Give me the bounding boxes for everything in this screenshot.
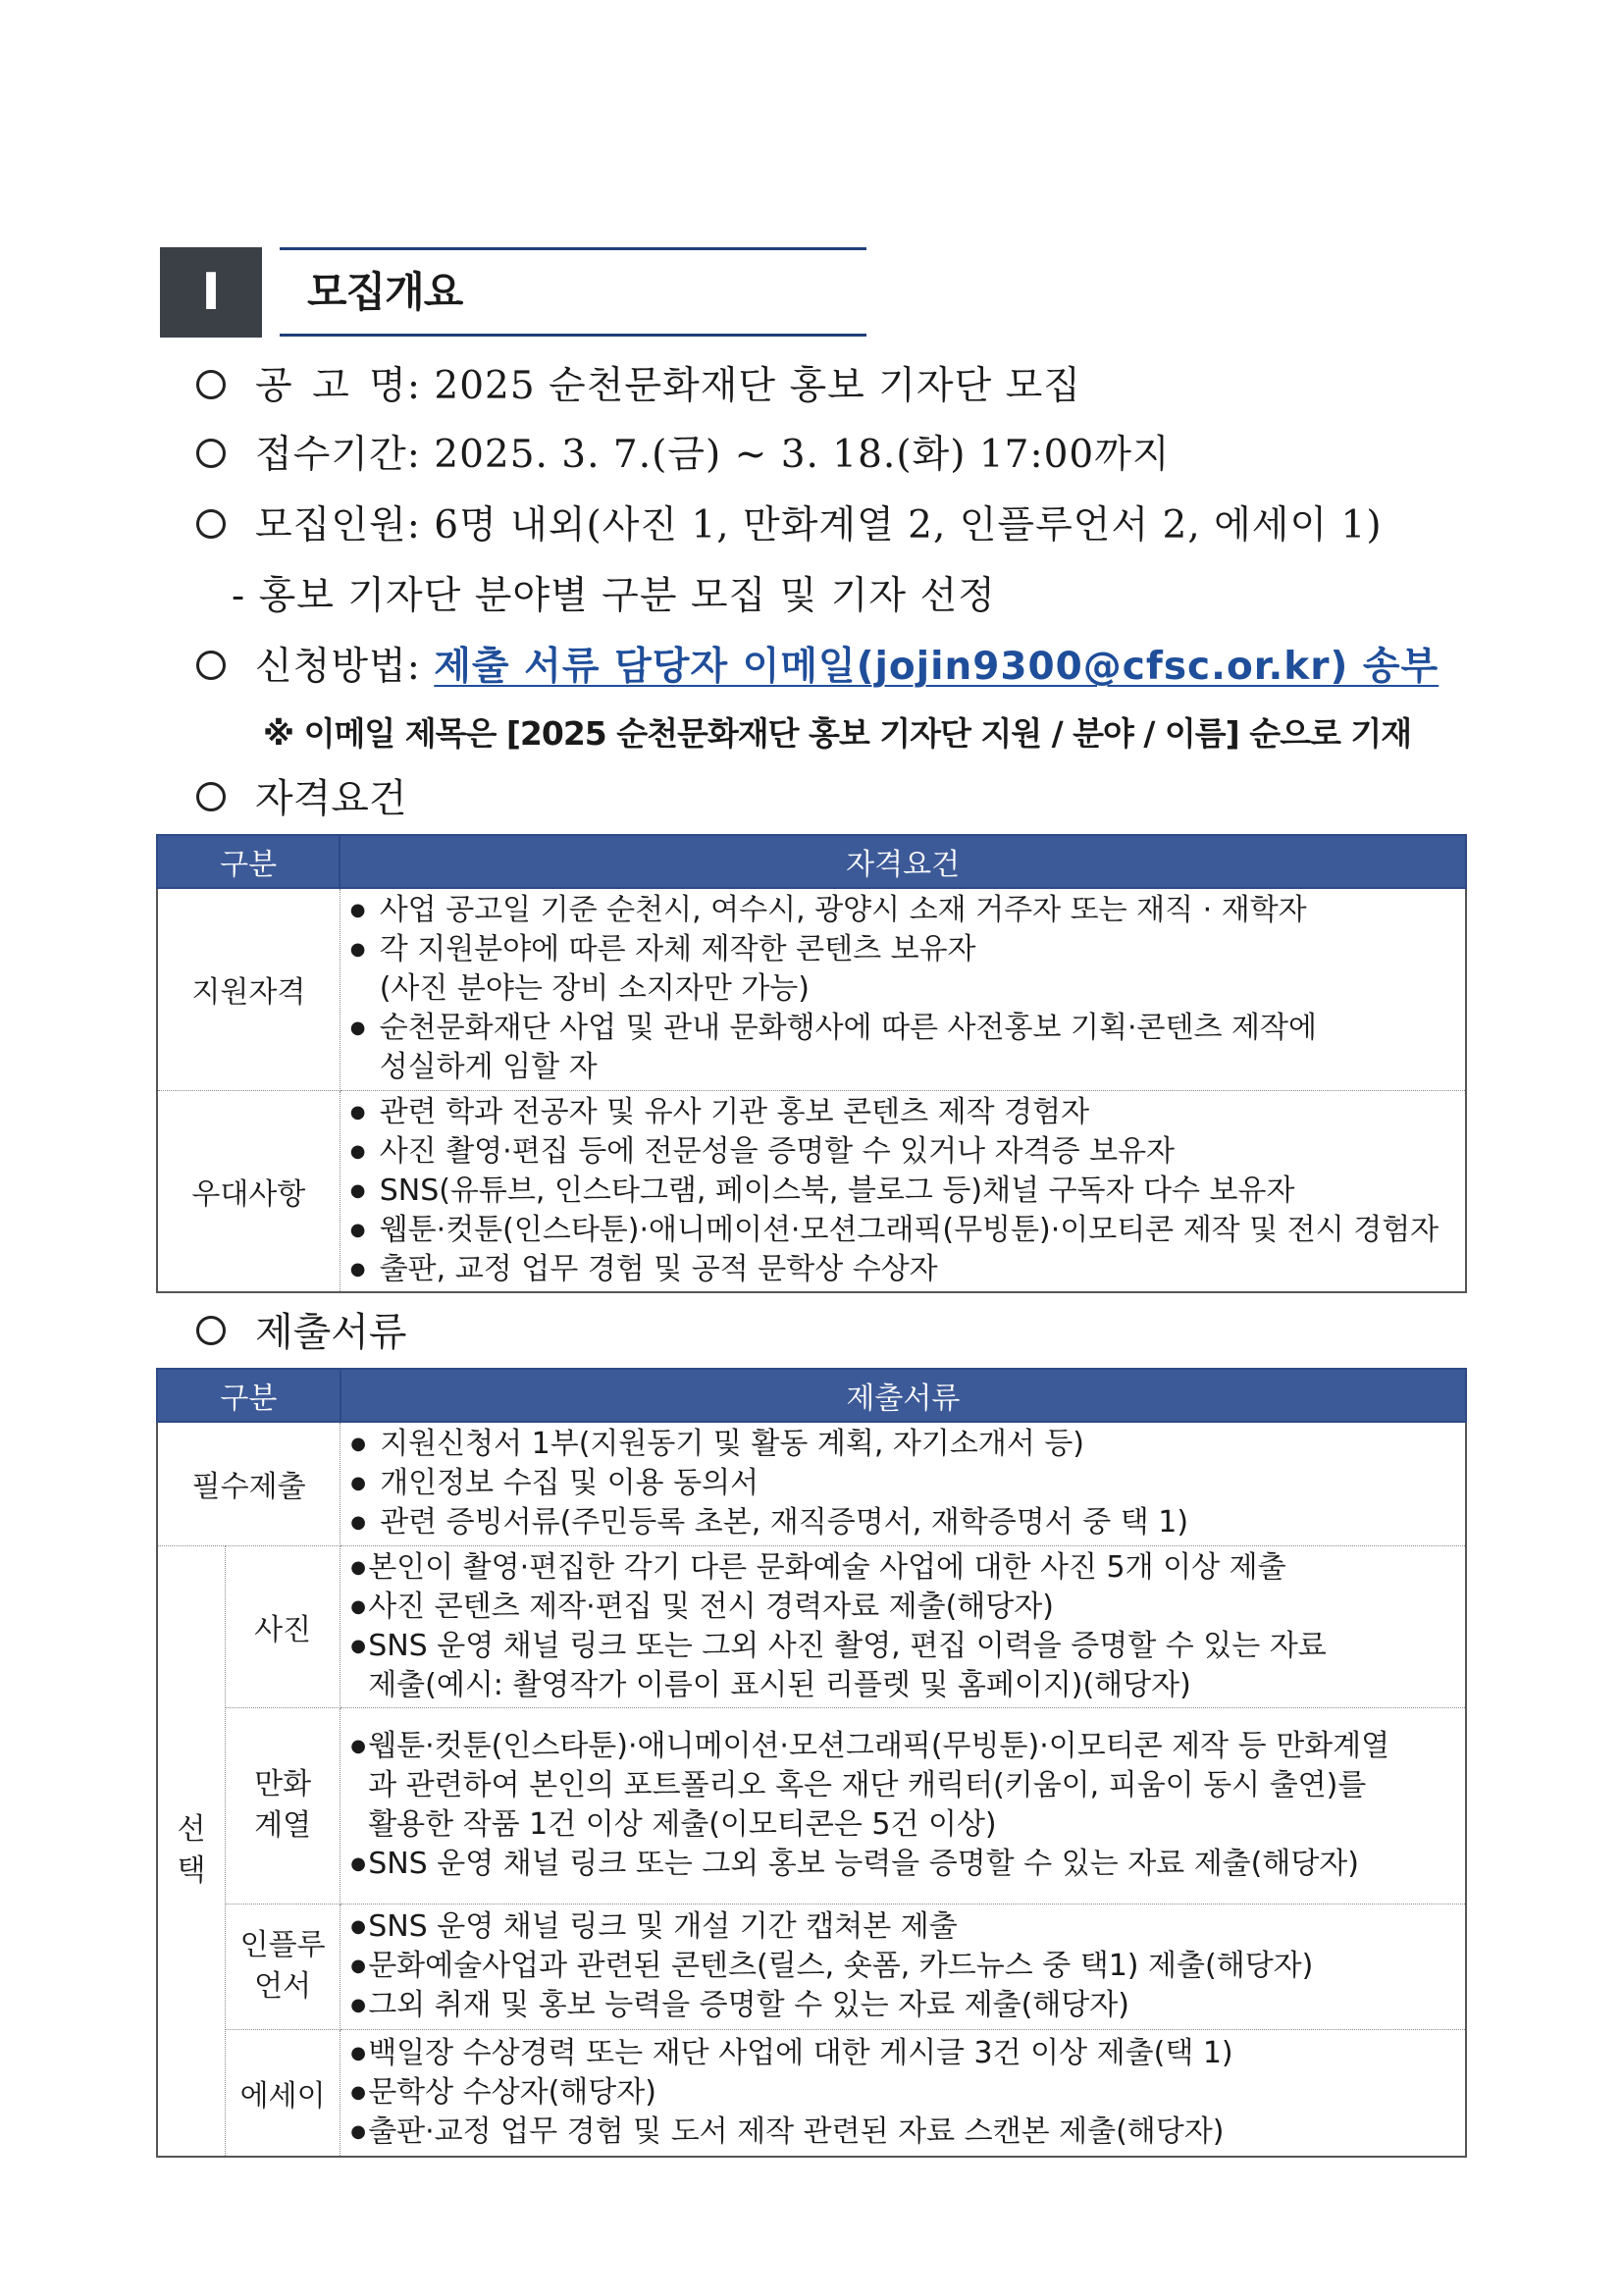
list-item: ● 사진 콘텐츠 제작·편집 및 전시 경력자료 제출(해당자) [350,1588,1457,1627]
row-category: 필수제출 [157,1422,340,1545]
row-category: 지원자격 [157,888,340,1090]
list-item: ● 사진 촬영·편집 등에 전문성을 증명할 수 있거나 자격증 보유자 [350,1132,1457,1172]
list-item: ● 웹툰·컷툰(인스타툰)·애니메이션·모션그래픽(무빙툰)·이모티콘 제작 및 전시 경험자 [350,1211,1457,1250]
method-email-link[interactable]: 제출 서류 담당자 이메일(jojin9300@cfsc.or.kr) 송부 [434,645,1440,689]
row-content [340,2029,1466,2157]
circle-bullet-icon [196,1316,226,1345]
row-content [340,1707,1466,1904]
list-item: ● 사업 공고일 기준 순천시, 여수시, 광양시 소재 거주자 또는 재직 · 재학자 [350,891,1457,930]
overview-period-line [196,424,1171,479]
list-item: ● 개인정보 수집 및 이용 동의서 [350,1464,1457,1503]
row-category: 만화 계열 [226,1707,340,1904]
documents-heading: 제출서류 [196,1301,407,1357]
title-value: 2025 순천문화재단 홍보 기자단 모집 [434,364,1081,408]
list-item: ● 웹툰·컷툰(인스타툰)·애니메이션·모션그래픽(무빙툰)·이모티콘 제작 등 만화계열 [350,1727,1457,1766]
list-item-continued: 과 관련하여 본인의 포트폴리오 혹은 재단 캐릭터(키움이, 피움이 동시 출연)를 [368,1768,1367,1802]
qualification-col-content: 자격요건 [340,835,1466,888]
table-row [157,1904,1466,2029]
email-subject-note: ※ 이메일 제목은 [2025 순천문화재단 홍보 기자단 지원 / 분야 / 이름] 순으로 기재 [263,714,1412,753]
list-item: ● SNS(유튜브, 인스타그램, 페이스북, 블로그 등)채널 구독자 다수 보유자 [350,1172,1457,1211]
table-row [157,888,1466,1090]
optional-group-label: 선 택 [157,1545,226,2157]
row-content [340,1422,1466,1545]
documents-col-content: 제출서류 [340,1369,1466,1422]
row-content [340,1904,1466,2029]
overview-count-line [196,495,1383,549]
list-item: ● 관련 증빙서류(주민등록 초본, 재직증명서, 재학증명서 중 택 1) [350,1503,1457,1542]
table-row [157,1422,1466,1545]
section-number: I [160,247,262,338]
circle-bullet-icon [196,651,226,680]
list-item: ● 문학상 수상자(해당자) [350,2073,1457,2113]
list-item-continued: (사진 분야는 장비 소지자만 가능) [379,971,810,1007]
circle-bullet-icon [196,782,226,811]
period-value: 2025. 3. 7.(금) ~ 3. 18.(화) 17:00까지 [434,433,1171,477]
list-item: ● 순천문화재단 사업 및 관내 문화행사에 따른 사전홍보 기획·콘텐츠 제작에 [350,1009,1457,1048]
count-value: 6명 내외(사진 1, 만화계열 2, 인플루언서 2, 에세이 1) [434,503,1383,548]
circle-bullet-icon [196,370,226,399]
list-item-continued: 성실하게 임할 자 [379,1050,598,1085]
list-item: ● 출판, 교정 업무 경험 및 공적 문학상 수상자 [350,1250,1457,1289]
method-label: 신청방법: [255,645,421,689]
list-item: ● 문화예술사업과 관련된 콘텐츠(릴스, 숏폼, 카드뉴스 중 택1) 제출(해당자) [350,1947,1457,1986]
section-header [160,247,866,338]
table-row [157,2029,1466,2157]
row-category: 에세이 [226,2029,340,2157]
row-category: 인플루 언서 [226,1904,340,2029]
count-label: 모집인원: [255,503,421,548]
circle-bullet-icon [196,509,226,539]
list-item: ● 그외 취재 및 홍보 능력을 증명할 수 있는 자료 제출(해당자) [350,1986,1457,2025]
section-title: 모집개요 [307,268,463,316]
header-rule-bottom [280,334,866,337]
title-label: 공 고 명: [255,364,421,408]
list-item: ● SNS 운영 채널 링크 및 개설 기간 캡쳐본 제출 [350,1907,1457,1947]
documents-table [156,1368,1467,2158]
row-category: 우대사항 [157,1090,340,1292]
list-item: ● 본인이 촬영·편집한 각기 다른 문화예술 사업에 대한 사진 5개 이상 제출 [350,1548,1457,1588]
circle-bullet-icon [196,439,226,468]
list-item: ● SNS 운영 채널 링크 또는 그외 사진 촬영, 편집 이력을 증명할 수 있는 자료 [350,1627,1457,1666]
overview-title-line [196,355,1081,410]
documents-col-category: 구분 [157,1369,340,1422]
row-category: 사진 [226,1545,340,1707]
list-item: ● 백일장 수상경력 또는 재단 사업에 대한 게시글 3건 이상 제출(택 1) [350,2034,1457,2073]
period-label: 접수기간: [255,433,421,477]
row-content [340,1545,1466,1707]
list-item: ● SNS 운영 채널 링크 또는 그외 홍보 능력을 증명할 수 있는 자료 제출(해당자) [350,1845,1457,1884]
list-item: ● 관련 학과 전공자 및 유사 기관 홍보 콘텐츠 제작 경험자 [350,1093,1457,1132]
list-item-continued: 제출(예시: 촬영작가 이름이 표시된 리플렛 및 홈페이지)(해당자) [368,1667,1191,1702]
list-item: ● 각 지원분야에 따른 자체 제작한 콘텐츠 보유자 [350,930,1457,969]
list-item-continued: 활용한 작품 1건 이상 제출(이모티콘은 5건 이상) [368,1807,997,1842]
list-item: ● 지원신청서 1부(지원동기 및 활동 계획, 자기소개서 등) [350,1425,1457,1464]
count-sub-line: - 홍보 기자단 분야별 구분 모집 및 기자 선정 [232,574,996,618]
row-content [340,888,1466,1090]
qualification-table [156,834,1467,1293]
list-item: ● 출판·교정 업무 경험 및 도서 제작 관련된 자료 스캔본 제출(해당자) [350,2113,1457,2152]
table-row [157,1707,1466,1904]
row-content [340,1090,1466,1292]
overview-method-line [196,636,1439,691]
table-row [157,1090,1466,1292]
table-row [157,1545,1466,1707]
qualification-col-category: 구분 [157,835,340,888]
qualification-heading: 자격요건 [196,767,407,823]
